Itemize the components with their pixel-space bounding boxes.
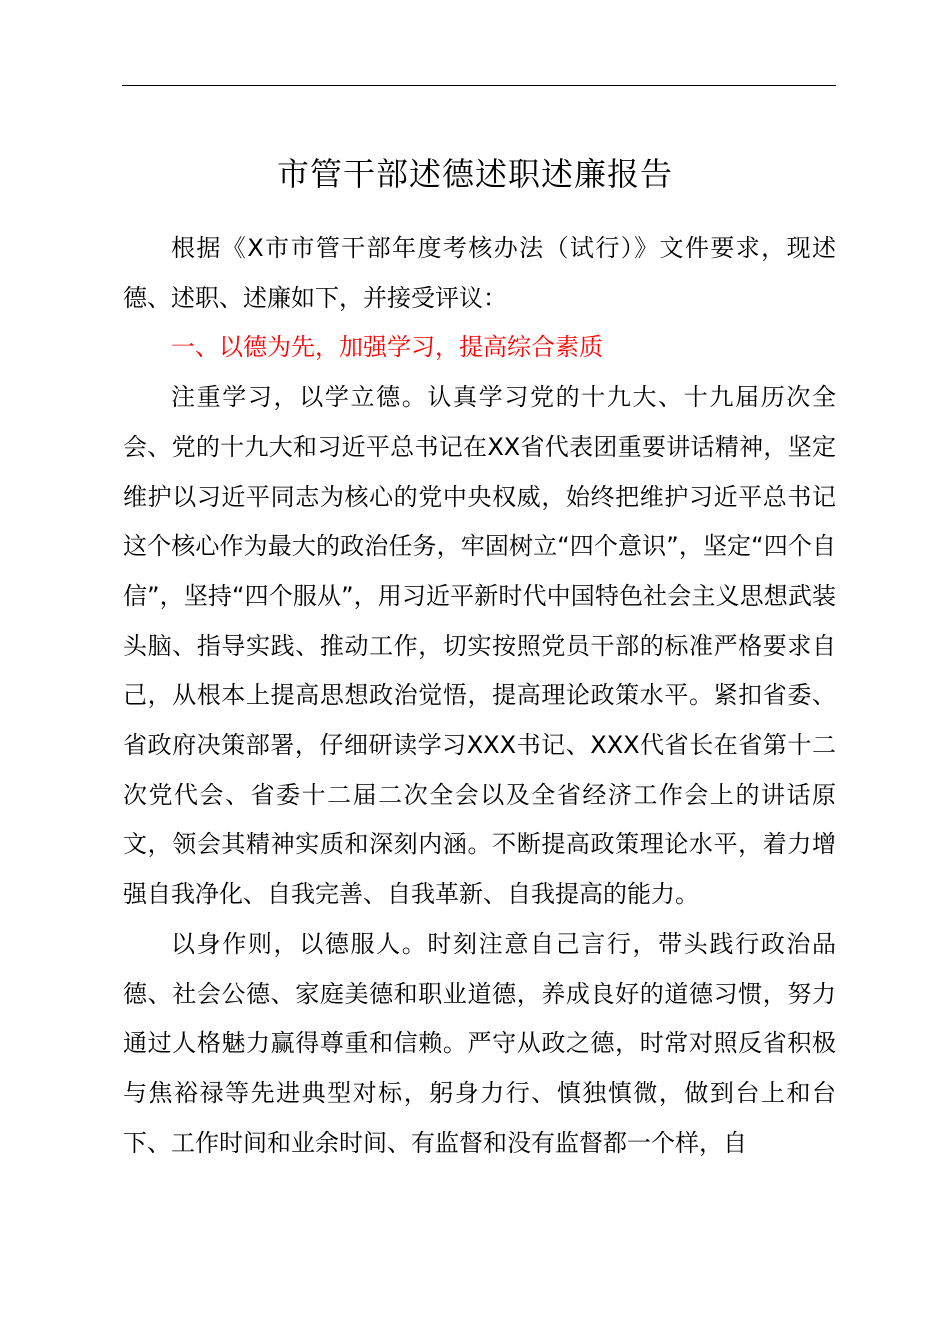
- header-rule: [122, 85, 836, 86]
- intro-paragraph: 根据《X市市管干部年度考核办法（试行）》文件要求，现述德、述职、述廉如下，并接受评议：: [123, 234, 836, 312]
- document-body: [123, 224, 836, 1168]
- body-paragraph-study: 注重学习，以学立德。认真学习党的十九大、十九届历次全会、党的十九大和习近平总书记在XX省代表团重要讲话精神，坚定维护以习近平同志为核心的党中央权威，始终把维护习近平总书记这个核心作为最大的政治任务，牢固树立“四个意识”，坚定“四个自信”，坚持“四个服从”，用习近平新时代中国特色社会主义思想武装头脑、指导实践、推动工作，切实按照党员干部的标准严格要求自己，从根本上提高思想政治觉悟，提高理论政策水平。紧扣省委、省政府决策部署，仔细研读学习XXX书记、XXX代省长在省第十二次党代会、省委十二届二次全会以及全省经济工作会上的讲话原文，领会其精神实质和深刻内涵。不断提高政策理论水平，着力增强自我净化、自我完善、自我革新、自我提高的能力。: [123, 383, 836, 909]
- document-title: 市管干部述德述职述廉报告: [276, 155, 673, 193]
- body-paragraph-example: 以身作则，以德服人。时刻注意自己言行，带头践行政治品德、社会公德、家庭美德和职业道德，养成良好的道德习惯，努力通过人格魅力赢得尊重和信赖。严守从政之德，时常对照反省积极与焦裕禄等先进典型对标，躬身力行、慎独慎微，做到台上和台下、工作时间和业余时间、有监督和没有监督都一个样，自: [123, 929, 836, 1157]
- section-heading-1: 一、以德为先，加强学习，提高综合素质: [171, 333, 603, 362]
